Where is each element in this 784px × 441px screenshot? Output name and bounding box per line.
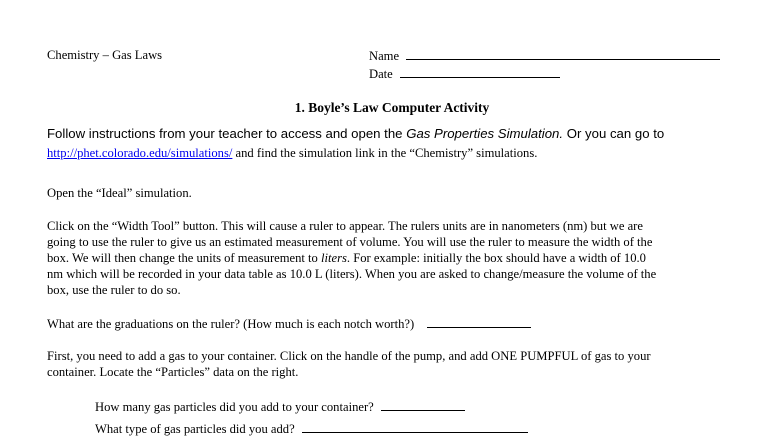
- width-tool-line-4: nm which will be recorded in your data table as 10.0 L (liters). When you are asked to change/measure the volume of the: [47, 267, 657, 281]
- intro-line-2: [47, 145, 537, 161]
- pump-line-1: First, you need to add a gas to your container. Click on the handle of the pump, and add ONE PUMPFUL of gas to your: [47, 349, 651, 363]
- phet-link[interactable]: http://phet.colorado.edu/simulations/: [47, 146, 233, 160]
- width-tool-line-5: box, use the ruler to do so.: [47, 283, 181, 297]
- liters-word: liters: [321, 251, 347, 265]
- what-type-answer-blank[interactable]: [302, 420, 528, 433]
- course-title: Chemistry – Gas Laws: [47, 48, 163, 62]
- intro-text-b: Or you can go to: [563, 126, 665, 141]
- how-many-answer-blank[interactable]: [381, 398, 465, 411]
- graduations-answer-blank[interactable]: [427, 315, 531, 328]
- width-tool-line-1: Click on the “Width Tool” button. This will cause a ruler to appear. The rulers units are in nanometers (nm) but we are: [47, 219, 643, 233]
- width-tool-line-3b: . For example: initially the box should have a width of 10.0: [346, 251, 646, 265]
- what-type-question-text: What type of gas particles did you add?: [95, 422, 295, 436]
- pump-line-2: container. Locate the “Particles” data on the right.: [47, 365, 299, 379]
- graduations-question: [47, 315, 531, 332]
- width-tool-line-2: going to use the ruler to give us an estimated measurement of volume. You will use the ruler to measure the width of the: [47, 235, 653, 249]
- open-ideal-instruction: Open the “Ideal” simulation.: [47, 186, 192, 200]
- how-many-question: [95, 398, 465, 415]
- how-many-question-text: How many gas particles did you add to your container?: [95, 400, 374, 414]
- date-blank[interactable]: [400, 65, 560, 78]
- width-tool-line-3: [47, 250, 646, 266]
- name-label: Name: [369, 49, 400, 63]
- intro-line-1: [47, 126, 664, 142]
- name-blank[interactable]: [406, 47, 720, 60]
- graduations-question-text: What are the graduations on the ruler? (How much is each notch worth?): [47, 317, 415, 331]
- date-line: [369, 65, 560, 82]
- name-line: [369, 47, 720, 64]
- page-title: 1. Boyle’s Law Computer Activity: [294, 100, 490, 115]
- date-label: Date: [369, 67, 393, 81]
- what-type-question: [95, 420, 528, 437]
- intro-text-c: and find the simulation link in the “Chemistry” simulations.: [232, 146, 538, 160]
- intro-text-a: Follow instructions from your teacher to access and open the: [47, 126, 407, 141]
- width-tool-line-3a: box. We will then change the units of measurement to: [47, 251, 321, 265]
- sim-name: Gas Properties Simulation.: [406, 126, 564, 141]
